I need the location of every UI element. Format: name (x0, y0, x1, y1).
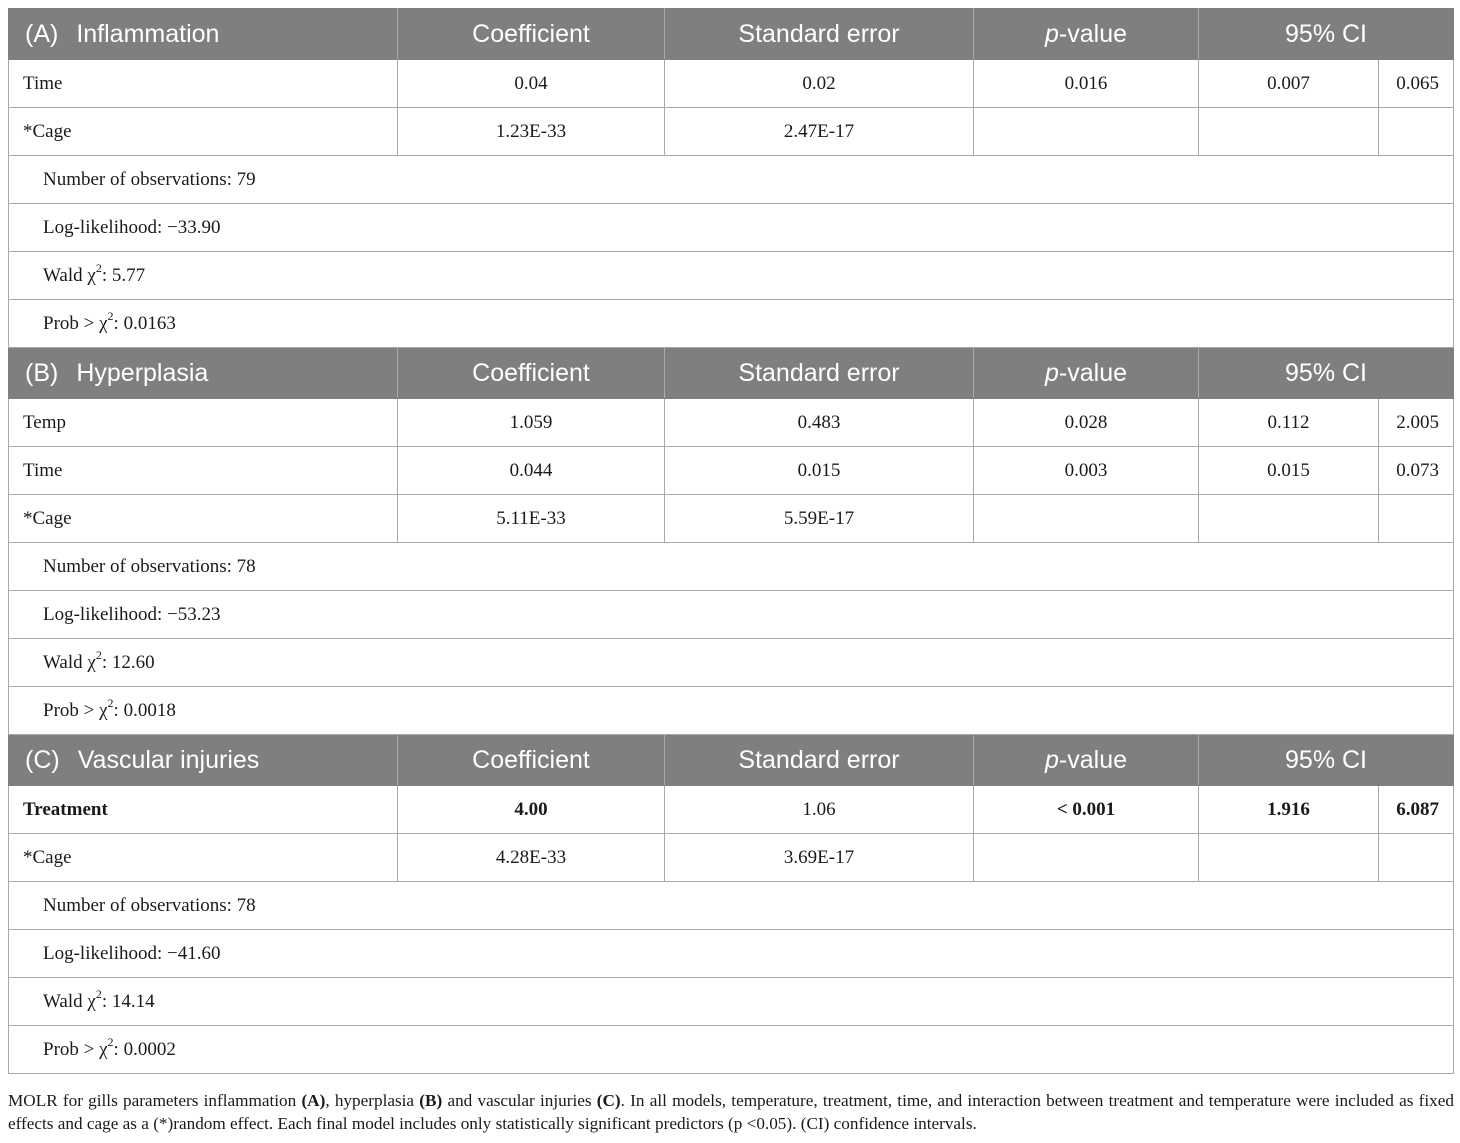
section-label: (A) (25, 19, 59, 48)
p-value-italic: p (1045, 745, 1059, 774)
p-value-italic: p (1045, 19, 1059, 48)
observations-stat-row (9, 882, 1454, 930)
standard-error-header: Standard error (665, 735, 974, 786)
variable-cell: *Cage (9, 495, 398, 543)
ci-header: 95% CI (1199, 9, 1454, 60)
ci-header: 95% CI (1199, 348, 1454, 399)
p-value-header (974, 348, 1199, 399)
p-value-cell (974, 495, 1199, 543)
table-row (9, 60, 1454, 108)
p-value-cell: 0.003 (974, 447, 1199, 495)
superscript-two: 2 (107, 695, 114, 710)
variable-cell: *Cage (9, 834, 398, 882)
p-value-cell (974, 834, 1199, 882)
prob-chi2-stat (9, 300, 1454, 348)
table-row (9, 399, 1454, 447)
p-value-suffix: -value (1058, 19, 1127, 48)
ci-upper-cell (1379, 108, 1454, 156)
wald-label: Wald χ (43, 990, 96, 1012)
p-value-suffix: -value (1058, 745, 1127, 774)
section-label: (C) (25, 745, 60, 774)
variable-cell: Time (9, 60, 398, 108)
ci-upper-cell (1379, 495, 1454, 543)
wald-chi2-stat (9, 252, 1454, 300)
observations-stat (9, 156, 1454, 204)
log-likelihood-stat-row (9, 204, 1454, 252)
wald-label: Wald χ (43, 651, 96, 673)
ci-lower-cell (1199, 495, 1379, 543)
standard-error-cell: 0.015 (665, 447, 974, 495)
p-value-header (974, 735, 1199, 786)
standard-error-cell: 3.69E-17 (665, 834, 974, 882)
section-header-row (9, 735, 1454, 786)
wald-label: Wald χ (43, 264, 96, 286)
log-likelihood-text: Log-likelihood: −53.23 (43, 603, 221, 625)
molr-table (8, 8, 1454, 1074)
wald-value: : 5.77 (101, 264, 146, 286)
variable-cell: Treatment (9, 786, 398, 834)
wald-chi2-stat (9, 978, 1454, 1026)
wald-chi2-stat-row (9, 639, 1454, 687)
section-name: Inflammation (76, 19, 220, 48)
coefficient-cell: 1.059 (398, 399, 665, 447)
table-row (9, 786, 1454, 834)
coefficient-cell: 4.00 (398, 786, 665, 834)
prob-chi2-stat-row (9, 300, 1454, 348)
log-likelihood-stat-row (9, 591, 1454, 639)
ci-upper-cell: 0.073 (1379, 447, 1454, 495)
prob-value: : 0.0002 (113, 1038, 176, 1060)
wald-value: : 14.14 (101, 990, 155, 1012)
variable-cell: *Cage (9, 108, 398, 156)
coefficient-cell: 0.044 (398, 447, 665, 495)
prob-value: : 0.0018 (113, 699, 176, 721)
superscript-two: 2 (95, 986, 102, 1001)
section-header-row (9, 348, 1454, 399)
observations-stat-row (9, 543, 1454, 591)
standard-error-cell: 1.06 (665, 786, 974, 834)
prob-chi2-stat (9, 687, 1454, 735)
section-title (9, 735, 398, 786)
section-name: Hyperplasia (76, 358, 209, 387)
p-value-cell (974, 108, 1199, 156)
ci-upper-cell (1379, 834, 1454, 882)
p-value-suffix: -value (1058, 358, 1127, 387)
variable-cell: Temp (9, 399, 398, 447)
coefficient-cell: 1.23E-33 (398, 108, 665, 156)
standard-error-cell: 5.59E-17 (665, 495, 974, 543)
observations-stat (9, 543, 1454, 591)
standard-error-cell: 0.02 (665, 60, 974, 108)
observations-text: Number of observations: 78 (43, 894, 256, 916)
table-row (9, 108, 1454, 156)
superscript-two: 2 (107, 308, 114, 323)
wald-chi2-stat-row (9, 252, 1454, 300)
prob-chi2-stat-row (9, 687, 1454, 735)
section-name: Vascular injuries (77, 745, 260, 774)
prob-value: : 0.0163 (113, 312, 176, 334)
coefficient-cell: 0.04 (398, 60, 665, 108)
prob-label: Prob > χ (43, 1038, 108, 1060)
log-likelihood-stat (9, 591, 1454, 639)
log-likelihood-text: Log-likelihood: −33.90 (43, 216, 221, 238)
p-value-italic: p (1045, 358, 1059, 387)
standard-error-header: Standard error (665, 348, 974, 399)
section-label: (B) (25, 358, 59, 387)
standard-error-header: Standard error (665, 9, 974, 60)
wald-chi2-stat (9, 639, 1454, 687)
observations-text: Number of observations: 78 (43, 555, 256, 577)
p-value-cell: 0.016 (974, 60, 1199, 108)
p-value-cell: 0.028 (974, 399, 1199, 447)
prob-chi2-stat (9, 1026, 1454, 1074)
ci-lower-cell: 0.007 (1199, 60, 1379, 108)
observations-stat-row (9, 156, 1454, 204)
section-title (9, 348, 398, 399)
log-likelihood-stat-row (9, 930, 1454, 978)
section-header-row (9, 9, 1454, 60)
ci-lower-cell (1199, 108, 1379, 156)
variable-cell: Time (9, 447, 398, 495)
standard-error-cell: 0.483 (665, 399, 974, 447)
table-row (9, 447, 1454, 495)
ci-lower-cell: 1.916 (1199, 786, 1379, 834)
coefficient-header: Coefficient (398, 9, 665, 60)
coefficient-cell: 4.28E-33 (398, 834, 665, 882)
superscript-two: 2 (95, 647, 102, 662)
log-likelihood-stat (9, 204, 1454, 252)
ci-upper-cell: 2.005 (1379, 399, 1454, 447)
coefficient-cell: 5.11E-33 (398, 495, 665, 543)
section-title (9, 9, 398, 60)
prob-chi2-stat-row (9, 1026, 1454, 1074)
coefficient-header: Coefficient (398, 735, 665, 786)
observations-text: Number of observations: 79 (43, 168, 256, 190)
p-value-cell: < 0.001 (974, 786, 1199, 834)
table-row (9, 495, 1454, 543)
prob-label: Prob > χ (43, 312, 108, 334)
ci-upper-cell: 0.065 (1379, 60, 1454, 108)
superscript-two: 2 (95, 260, 102, 275)
prob-label: Prob > χ (43, 699, 108, 721)
observations-stat (9, 882, 1454, 930)
wald-value: : 12.60 (101, 651, 155, 673)
table-row (9, 834, 1454, 882)
ci-upper-cell: 6.087 (1379, 786, 1454, 834)
ci-header: 95% CI (1199, 735, 1454, 786)
standard-error-cell: 2.47E-17 (665, 108, 974, 156)
p-value-header (974, 9, 1199, 60)
ci-lower-cell: 0.112 (1199, 399, 1379, 447)
ci-lower-cell: 0.015 (1199, 447, 1379, 495)
coefficient-header: Coefficient (398, 348, 665, 399)
ci-lower-cell (1199, 834, 1379, 882)
superscript-two: 2 (107, 1034, 114, 1049)
table-caption: MOLR for gills parameters inflammation (A), hyperplasia (B) and vascular injuries (C). In all models, temperature, treatment, time, and interaction between treatment and temperature were included as fixed effects and cage as a (*)random effect. Each final model includes only statistically significant predictors (p <0.05). (CI) confidence intervals. (8, 1091, 1454, 1133)
log-likelihood-stat (9, 930, 1454, 978)
log-likelihood-text: Log-likelihood: −41.60 (43, 942, 221, 964)
wald-chi2-stat-row (9, 978, 1454, 1026)
